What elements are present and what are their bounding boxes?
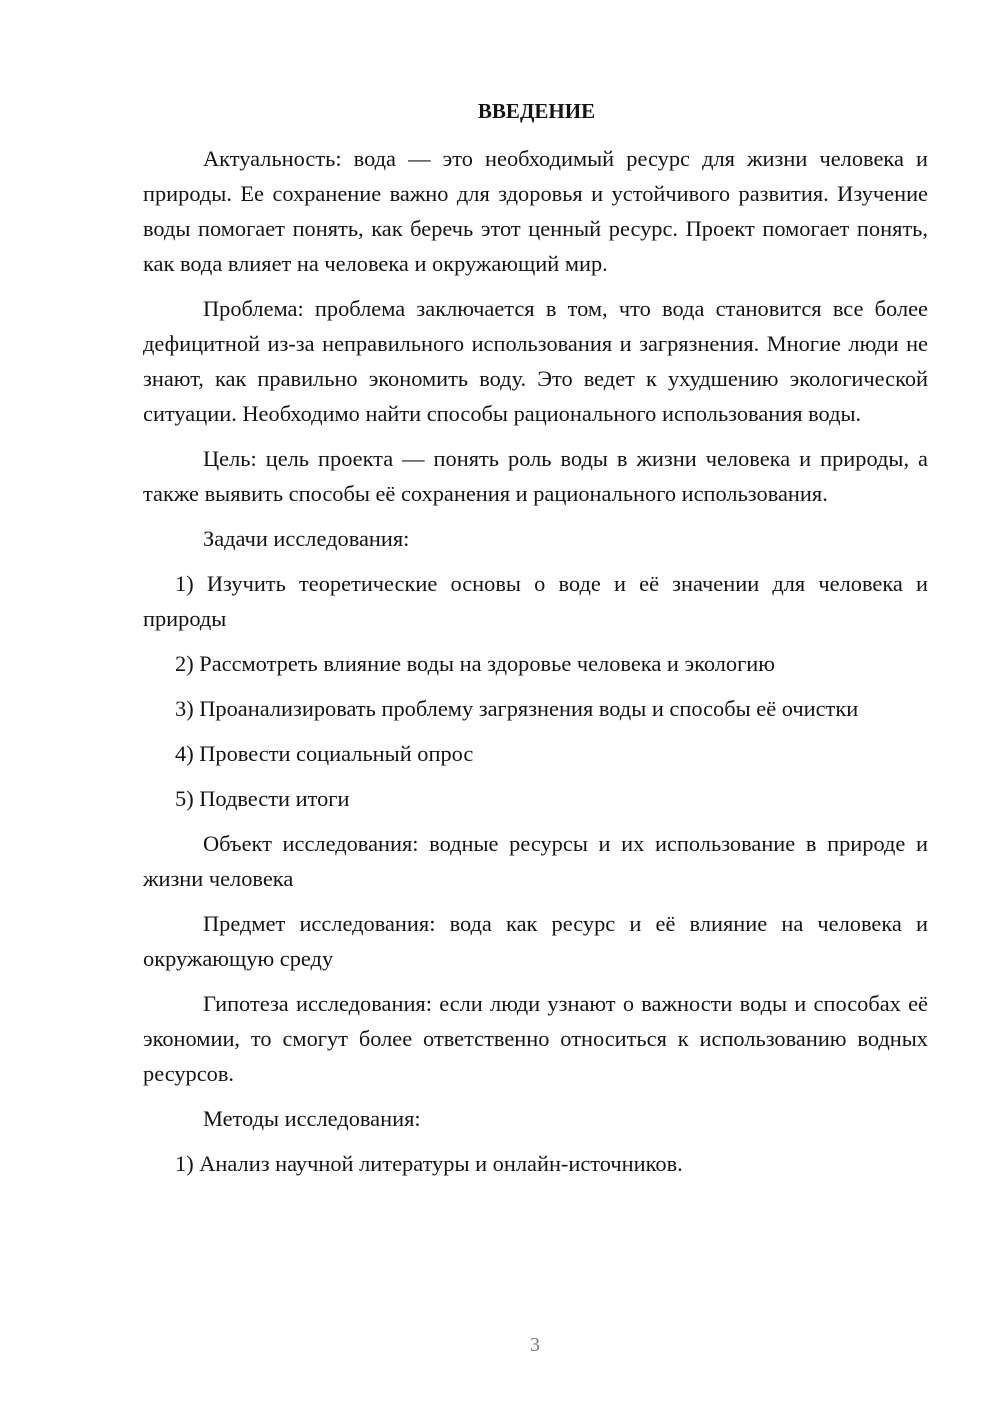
task-item-1: 1) Изучить теоретические основы о воде и её значении для человека и природы bbox=[143, 571, 928, 631]
task-item-3: 3) Проанализировать проблему загрязнения воды и способы её очистки bbox=[175, 696, 859, 721]
problem-paragraph: Проблема: проблема заключается в том, что вода становится все более дефицитной из-за неправильного использования и загрязнения. Многие люди не знают, как правильно экономить воду. Это ведет к ухудшению экологической ситуации. Необходимо найти способы рационального использования воды. bbox=[143, 296, 928, 426]
tasks-heading: Задачи исследования: bbox=[203, 526, 410, 551]
subject-paragraph: Предмет исследования: вода как ресурс и её влияние на человека и окружающую среду bbox=[143, 911, 928, 971]
page-content bbox=[143, 94, 928, 1191]
task-item-5: 5) Подвести итоги bbox=[175, 786, 350, 811]
hypothesis-paragraph: Гипотеза исследования: если люди узнают о важности воды и способах её экономии, то смогут более ответственно относиться к использованию водных ресурсов. bbox=[143, 991, 928, 1086]
task-item-4: 4) Провести социальный опрос bbox=[175, 741, 474, 766]
page-number: 3 bbox=[530, 1334, 540, 1356]
section-title: ВВЕДЕНИЕ bbox=[477, 99, 596, 123]
relevance-paragraph: Актуальность: вода — это необходимый ресурс для жизни человека и природы. Ее сохранение важно для здоровья и устойчивого развития. Изучение воды помогает понять, как беречь этот ценный ресурс. Проект помогает понять, как вода влияет на человека и окружающий мир. bbox=[143, 146, 928, 276]
task-item-2: 2) Рассмотреть влияние воды на здоровье человека и экологию bbox=[175, 651, 775, 676]
object-paragraph: Объект исследования: водные ресурсы и их использование в природе и жизни человека bbox=[143, 831, 928, 891]
methods-heading: Методы исследования: bbox=[203, 1106, 421, 1131]
method-item-1: 1) Анализ научной литературы и онлайн-источников. bbox=[175, 1151, 683, 1176]
goal-paragraph: Цель: цель проекта — понять роль воды в жизни человека и природы, а также выявить способы её сохранения и рационального использования. bbox=[143, 446, 928, 506]
